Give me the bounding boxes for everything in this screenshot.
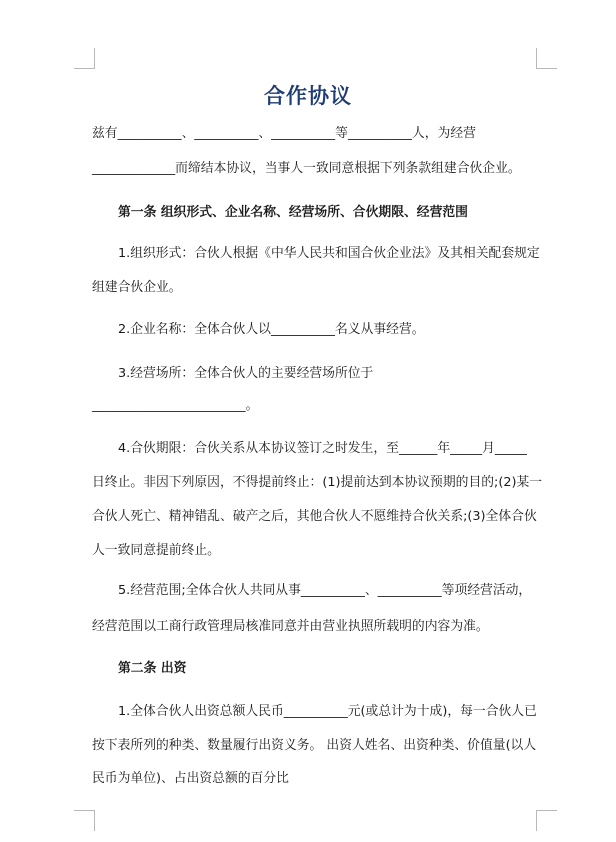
clause-1-4-line-3: 合伙人死亡、精神错乱、破产之后，其他合伙人不愿维持合伙关系;(3)全体合伙 [92, 509, 537, 524]
clause-1-4-line-4: 人一致同意提前终止。 [92, 543, 220, 558]
clause-1-4-line-2: 日终止。非因下列原因，不得提前终止：(1)提前达到本协议预期的目的;(2)某一 [92, 475, 543, 490]
clause-2-1-line-2: 按下表所列的种类、数量履行出资义务。 出资人姓名、出资种类、价值量(以人 [92, 738, 537, 753]
clause-1-3-line-1: 3.经营场所：全体合伙人的主要经营场所位于 [118, 366, 374, 381]
clause-1-5-line-2: 经营范围以工商行政管理局核准同意并由营业执照所载明的内容为准。 [92, 619, 489, 634]
clause-1-5-line-1: 5.经营范围;全体合伙人共同从事__________、__________等项经营活动， [118, 583, 532, 598]
article-2-heading: 第二条 出资 [118, 661, 187, 676]
page-corner-mark-top-left [74, 48, 95, 69]
clause-1-3-line-2: ________________________。 [92, 398, 259, 413]
clause-1-1-line-2: 组建合伙企业。 [92, 280, 182, 295]
article-1-heading: 第一条 组织形式、企业名称、经营场所、合伙期限、经营范围 [118, 205, 468, 220]
clause-1-4-line-1: 4.合伙期限：合伙关系从本协议签订之时发生，至______年_____月_____ [118, 441, 527, 456]
preamble-line-1: 兹有__________、__________、__________等__________人，为经营 [92, 126, 476, 141]
page-corner-mark-bottom-left [74, 810, 95, 831]
clause-1-1-line-1: 1.组织形式：合伙人根据《中华人民共和国合伙企业法》及其相关配套规定 [118, 246, 540, 261]
clause-2-1-line-3: 民币为单位)、占出资总额的百分比 [92, 771, 289, 786]
preamble-line-2: _____________而缔结本协议，当事人一致同意根据下列条款组建合伙企业。 [92, 161, 521, 176]
clause-2-1-line-1: 1.全体合伙人出资总额人民币__________元(或总计为十成)，每一合伙人已 [118, 704, 537, 719]
document-title: 合作协议 [264, 84, 352, 108]
page-corner-mark-bottom-right [536, 810, 557, 831]
page-corner-mark-top-right [536, 48, 557, 69]
clause-1-2-line: 2.企业名称：全体合伙人以__________名义从事经营。 [118, 322, 425, 337]
